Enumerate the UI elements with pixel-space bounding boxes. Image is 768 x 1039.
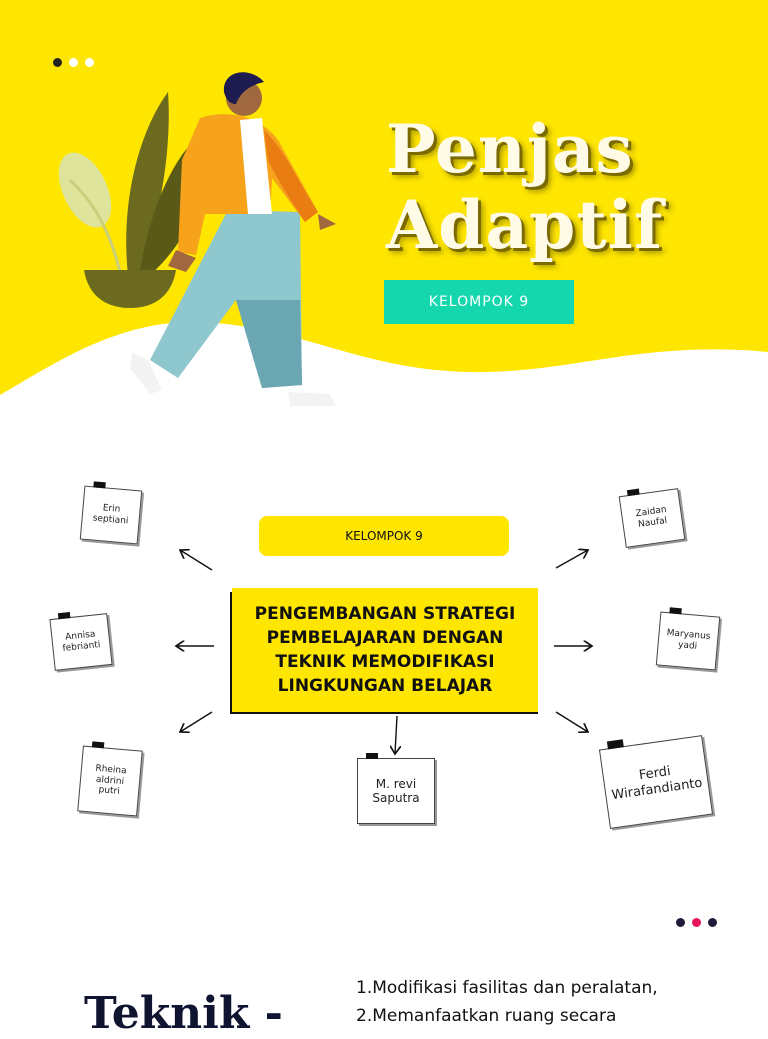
pager-dot-3 (85, 58, 94, 67)
mindmap-topic: PENGEMBANGAN STRATEGI PEMBELAJARAN DENGAN TEKNIK MEMODIFIKASI LINGKUNGAN BELAJAR (232, 588, 538, 712)
pager-dot-6 (708, 918, 717, 927)
member-note-1 (80, 486, 142, 545)
member-note-6 (656, 611, 720, 670)
hero-title-line2: Adaptif (386, 186, 664, 264)
note-tape (92, 741, 104, 748)
member-name: Ferdi Wirafandianto (610, 764, 704, 804)
pager-dot-2 (69, 58, 78, 67)
mindmap-group-badge: KELOMPOK 9 (259, 516, 509, 556)
member-name: Rheina aldrini putri (94, 763, 127, 798)
note-tape (669, 607, 681, 614)
member-note-2 (49, 613, 112, 671)
note-tape (627, 489, 640, 497)
note-tape (607, 739, 624, 749)
hero-title-line1: Penjas (386, 110, 634, 188)
member-name: Maryanus yadi (666, 628, 711, 652)
member-name: Erin septiani (92, 503, 129, 527)
note-tape (58, 612, 71, 619)
member-note-4 (357, 758, 435, 824)
member-note-7 (599, 735, 713, 829)
technique-item-1: 1.Modifikasi fasilitas dan peralatan, (356, 978, 658, 998)
member-name: Annisa febrianti (62, 629, 101, 654)
member-note-5 (619, 488, 686, 548)
group-badge: KELOMPOK 9 (384, 280, 574, 324)
pager-dot-5 (692, 918, 701, 927)
pager-dot-1 (53, 58, 62, 67)
note-tape (93, 481, 105, 488)
member-name: M. revi Saputra (372, 776, 420, 805)
pager-dot-4 (676, 918, 685, 927)
member-note-3 (77, 746, 143, 817)
member-name: Zaidan Naufal (635, 505, 668, 530)
technique-item-2: 2.Memanfaatkan ruang secara (356, 1006, 617, 1026)
note-tape (366, 753, 378, 759)
section-heading: Teknik - (84, 988, 283, 1039)
